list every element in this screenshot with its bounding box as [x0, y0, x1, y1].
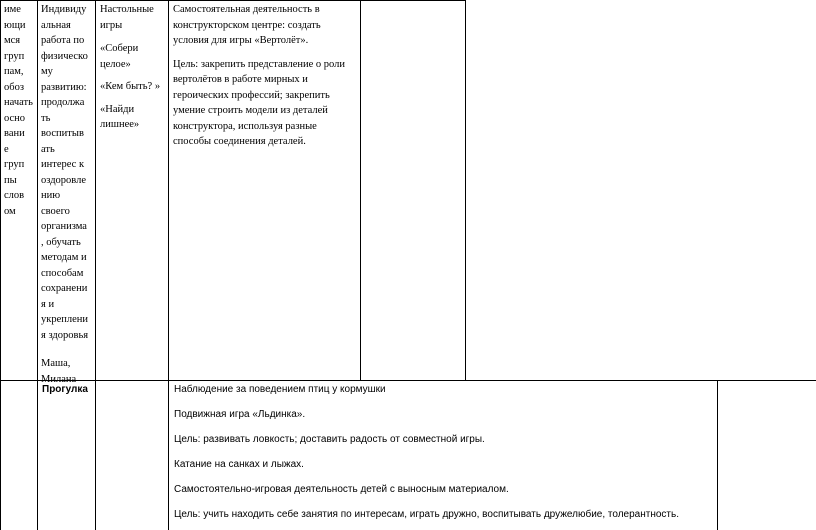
walk-independent-play: Самостоятельно-игровая деятельность детей с выносным материалом. [174, 484, 509, 495]
table-border [465, 0, 466, 381]
table-border [717, 380, 718, 530]
table-border [37, 0, 38, 381]
activity-description: Самостоятельная деятельность в конструкторском центре: создать условия для игры «Вертолёт». [173, 4, 321, 46]
walk-game: Подвижная игра «Льдинка». [174, 409, 306, 420]
table-border [0, 0, 1, 530]
group-naming-cell: име ющи мся груп пам, обоз начать осно вани е груп пы слов ом [4, 4, 33, 217]
walk-independent-goal: Цель: учить находить себе занятия по интересам, играть дружно, воспитывать дружелюбие, толерантность. [174, 509, 679, 520]
walk-label: Прогулка [42, 384, 88, 395]
individual-work-cell [41, 2, 95, 387]
table-border [37, 380, 38, 530]
walk-plan-cell [174, 382, 714, 522]
table-border [168, 0, 169, 530]
board-games-title: Настольные игры [100, 4, 154, 31]
table-border [0, 380, 816, 381]
board-game-item: «Кем быть? » [100, 81, 161, 92]
board-game-item: «Найди лишнее» [100, 103, 140, 130]
children-names: Маша, Милана [41, 358, 77, 385]
independent-activity-cell [173, 2, 361, 150]
walk-observation: Наблюдение за поведением птиц у кормушки [174, 384, 386, 395]
board-games-cell [100, 2, 168, 133]
walk-game-goal: Цель: развивать ловкость; доставить радость от совместной игры. [174, 434, 485, 445]
walk-sledding: Катание на санках и лыжах. [174, 459, 304, 470]
activity-goal: Цель: закрепить представление о роли вертолётов в работе мирных и героических профессий; закрепить умение строить модели из деталей конструктора, используя разные способы соединения деталей. [173, 58, 345, 147]
individual-work-text: Индивиду альная работа по физическо му развитию: продолжа ть воспитыв ать интерес к оздоровле нию своего организма , обучать методам и способам сохранени я и укреплени я здоровья [41, 4, 89, 341]
board-game-item: «Собери целое» [100, 43, 139, 70]
table-border [0, 0, 466, 1]
table-border [95, 0, 96, 381]
table-border [95, 380, 96, 530]
